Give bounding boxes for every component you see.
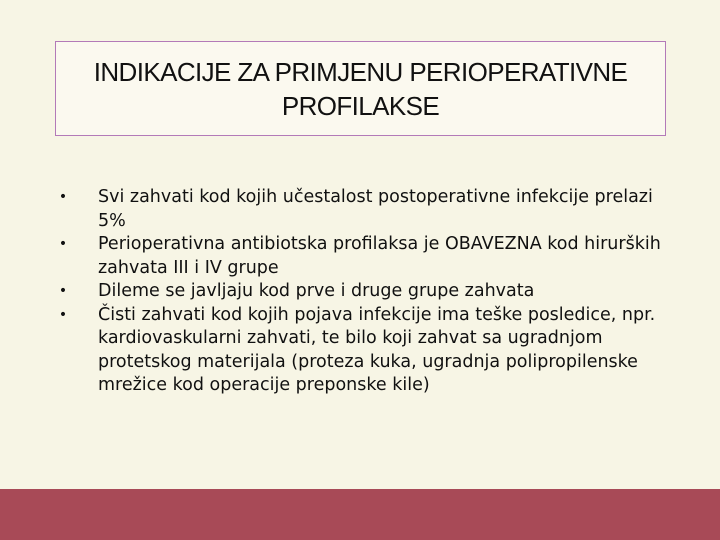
title-box — [55, 41, 666, 136]
bullet-text: Dileme se javljaju kod prve i druge grupe zahvata — [98, 281, 535, 301]
bullet-dot-icon: • — [58, 283, 68, 299]
bullet-item — [55, 280, 675, 304]
footer-bar — [0, 489, 720, 540]
slide-title: INDIKACIJE ZA PRIMJENU PERIOPERATIVNE PROFILAKSE — [93, 56, 628, 121]
bullet-item — [55, 233, 675, 280]
bullet-text: Svi zahvati kod kojih učestalost postoperativne infekcije prelazi 5% — [98, 187, 653, 231]
bullet-dot-icon: • — [58, 189, 68, 205]
bullet-dot-icon: • — [58, 306, 68, 323]
bullet-dot-icon: • — [58, 236, 68, 252]
bullet-text: Čisti zahvati kod kojih pojava infekcije ima teške posledice, npr. kardiovaskularni zahvati, te bilo koji zahvat sa ugradnjom protetskog materijala (proteza kuka, ugradnja polipropilenske mrežice kod operacije preponske kile) — [98, 304, 656, 395]
bullet-item — [55, 186, 675, 233]
bullet-text: Perioperativna antibiotska profilaksa je OBAVEZNA kod hirurških zahvata III i IV grupe — [98, 234, 661, 278]
bullet-list — [55, 186, 675, 398]
bullet-item — [55, 304, 675, 398]
